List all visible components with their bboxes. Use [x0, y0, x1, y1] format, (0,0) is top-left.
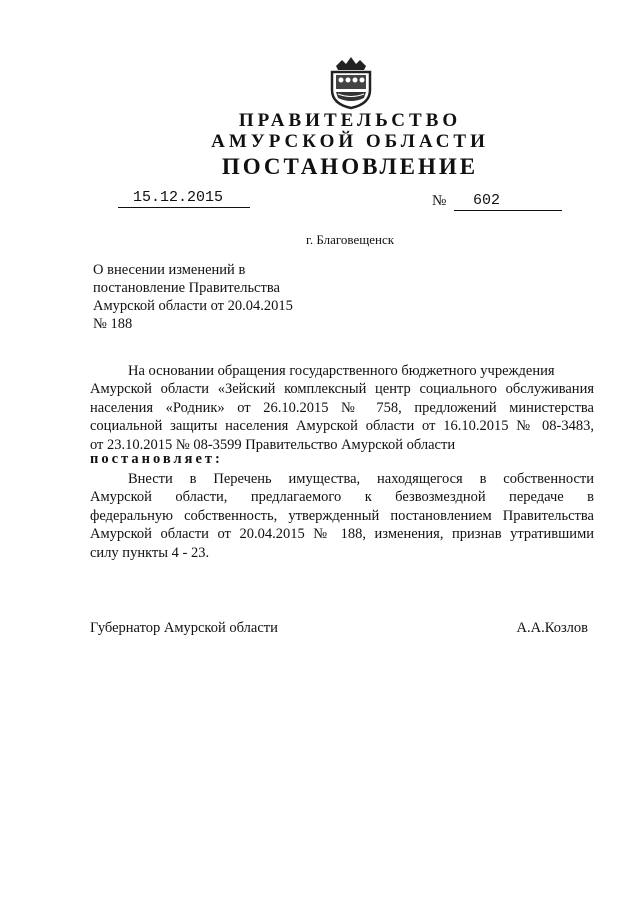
city-name: г. Благовещенск	[305, 232, 395, 247]
decree-paragraph	[90, 470, 594, 562]
paragraph-line: Амурской области от 20.04.2015 № 188, изменения, признав утратившими	[90, 526, 594, 543]
document-date: 15.12.2015	[133, 189, 224, 206]
coat-of-arms-emblem	[326, 52, 376, 110]
paragraph-line: Амурской области, предлагаемого к безвозмездной передаче в	[90, 489, 594, 506]
paragraph-line: населения «Родник» от 26.10.2015 № 758, предложений министерства	[90, 399, 594, 416]
org-name-line-2: АМУРСКОЙ ОБЛАСТИ	[211, 131, 489, 152]
signatory-title: Губернатор Амурской области	[90, 620, 278, 636]
signatory-name: А.А.Козлов	[516, 620, 588, 636]
paragraph-line: Внести в Перечень имущества, находящегося в собственности	[128, 471, 594, 487]
subject-line: О внесении изменений в	[93, 262, 246, 278]
decree-word: постановляет:	[90, 451, 223, 467]
number-sign: №	[432, 193, 447, 209]
org-name-line-1: ПРАВИТЕЛЬСТВО	[238, 110, 462, 131]
preamble-paragraph	[90, 362, 594, 454]
document-number: 602	[473, 192, 501, 209]
paragraph-line: от 23.10.2015 № 08-3599 Правительство Амурской области	[90, 436, 456, 453]
document-subject	[93, 261, 353, 333]
paragraph-line: силу пункты 4 - 23.	[90, 544, 210, 561]
document-type-title: ПОСТАНОВЛЕНИЕ	[221, 154, 479, 179]
paragraph-line: социальной защиты населения Амурской области от 16.10.2015 № 08-3483,	[90, 418, 594, 435]
subject-line: Амурской области от 20.04.2015	[93, 298, 293, 314]
paragraph-line: Амурской области «Зейский комплексный центр социального обслуживания	[90, 381, 594, 398]
subject-line: постановление Правительства	[93, 280, 280, 296]
paragraph-line: федеральную собственность, утвержденный постановлением Правительства	[90, 507, 594, 524]
paragraph-line: На основании обращения государственного бюджетного учреждения	[128, 363, 555, 379]
subject-line: № 188	[93, 316, 133, 332]
date-underline	[118, 207, 250, 208]
number-underline	[454, 210, 562, 211]
